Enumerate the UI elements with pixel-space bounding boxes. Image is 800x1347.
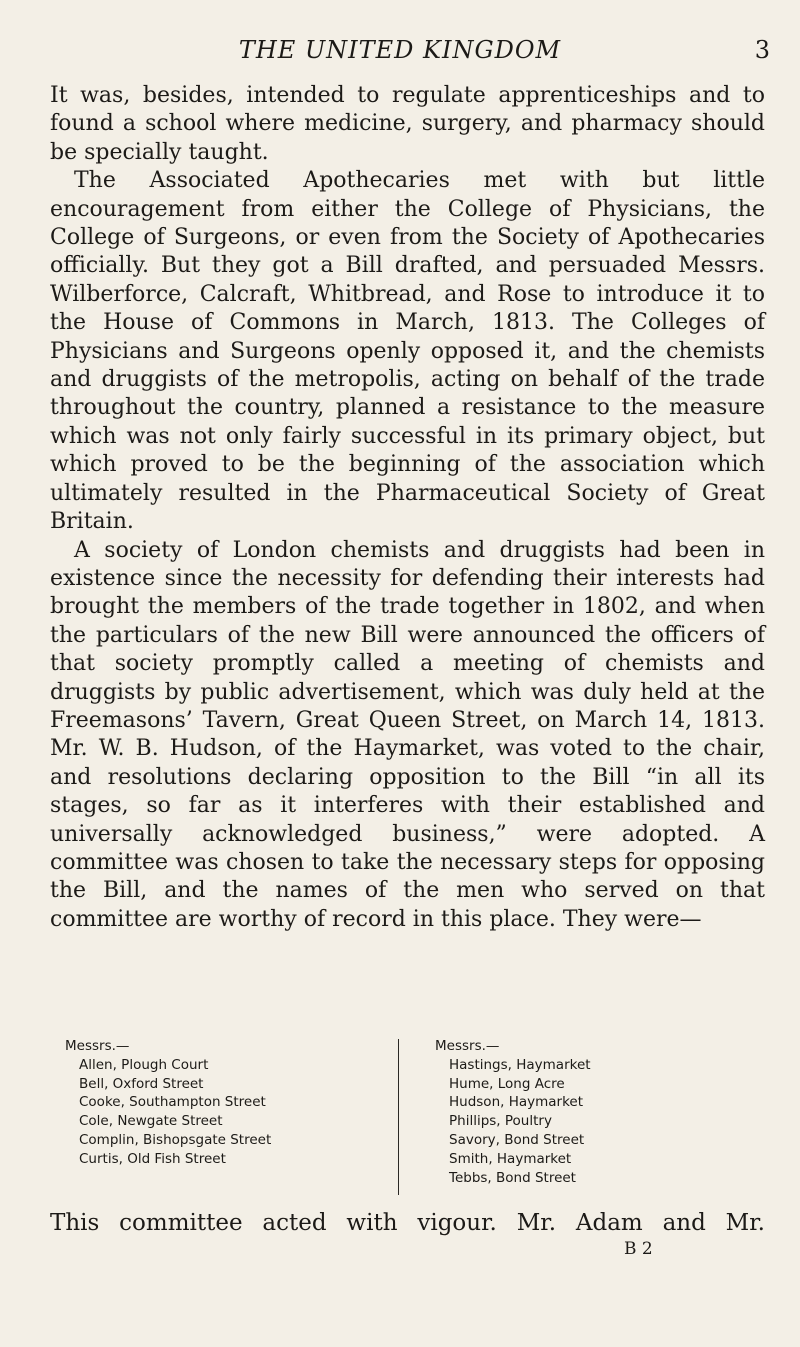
committee-member: Hume, Long Acre [449, 1075, 565, 1092]
committee-list [65, 1037, 765, 1197]
body-text [50, 82, 765, 934]
paragraph-1: It was, besides, intended to regulate apprenticeships and to found a school where medicine, surgery, and pharmacy should be specially taught. [50, 83, 765, 165]
page-header [0, 36, 800, 76]
committee-member: Complin, Bishopsgate Street [79, 1131, 272, 1148]
committee-member: Cole, Newgate Street [79, 1113, 223, 1130]
committee-member: Bell, Oxford Street [79, 1075, 204, 1092]
committee-heading: Messrs.— [65, 1038, 130, 1054]
paragraph-2: The Associated Apothecaries met with but little encouragement from either the College of Physicians, the College of Surgeons, or even from the Society of Apothecaries officially. But they got a Bill drafted, and persuaded Messrs. Wilberforce, Calcraft, Whitbread, and Rose to introduce it to the House of Commons in March, 1813. The Colleges of Physicians and Surgeons openly opposed it, and the chemists and druggists of the metropolis, acting on behalf of the trade throughout the country, planned a resistance to the measure which was not only fairly successful in its primary object, but which proved to be the beginning of the association which ultimately resulted in the Pharmaceutical Society of Great Britain. [50, 168, 765, 535]
committee-column-left [65, 1037, 365, 1169]
committee-member: Hudson, Haymarket [449, 1094, 584, 1111]
paragraph-3: A society of London chemists and druggists had been in existence since the necessity for defending their interests had brought the members of the trade together in 1802, and when the particulars of the new Bill were announced the officers of that society promptly called a meeting of chemists and druggists by public advertisement, which was duly held at the Freemasons’ Tavern, Great Queen Street, on March 14, 1813. Mr. W. B. Hudson, of the Haymarket, was voted to the chair, and resolutions declaring opposition to the Bill “in all its stages, so far as it interferes with their established and universally acknowledged business,” were adopted. A committee was chosen to take the necessary steps for opposing the Bill, and the names of the men who served on that committee are worthy of record in this place. They were— [50, 537, 765, 932]
committee-member: Savory, Bond Street [449, 1131, 585, 1148]
committee-member: Curtis, Old Fish Street [79, 1150, 226, 1167]
committee-member: Cooke, Southampton Street [79, 1094, 266, 1111]
committee-member: Smith, Haymarket [449, 1150, 572, 1167]
page-number: 3 [754, 36, 770, 64]
closing-line: This committee acted with vigour. Mr. Adam and Mr. [50, 1210, 765, 1236]
committee-member: Hastings, Haymarket [449, 1056, 591, 1073]
column-divider [398, 1039, 399, 1195]
committee-member: Tebbs, Bond Street [449, 1169, 576, 1186]
signature-mark: B 2 [624, 1239, 653, 1259]
committee-heading: Messrs.— [435, 1038, 500, 1054]
running-head: THE UNITED KINGDOM [238, 36, 562, 64]
committee-member: Allen, Plough Court [79, 1056, 209, 1073]
committee-column-right [435, 1037, 735, 1187]
committee-member: Phillips, Poultry [449, 1113, 552, 1130]
